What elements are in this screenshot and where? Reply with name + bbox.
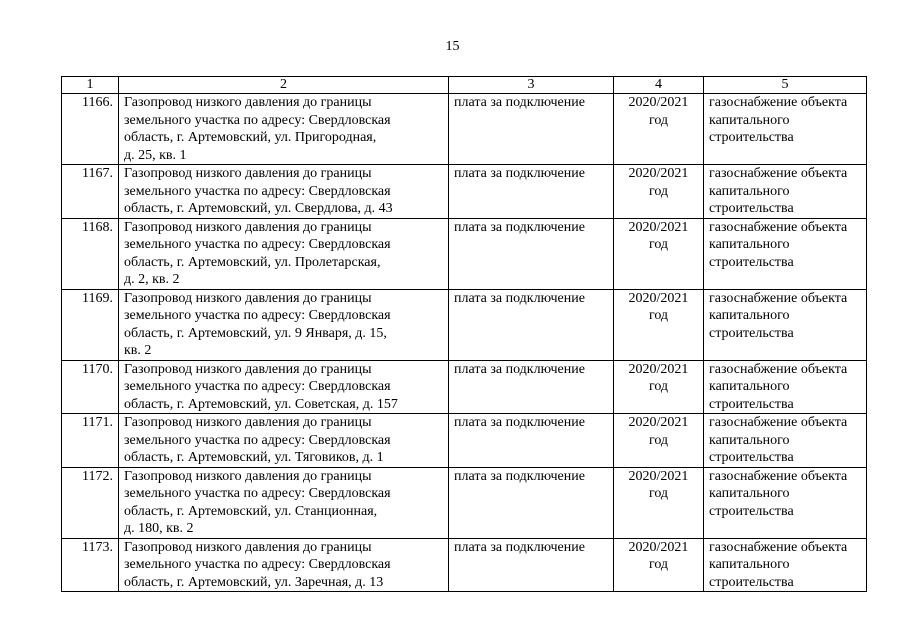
fee-type: плата за подключение <box>449 467 614 538</box>
header-col-1: 1 <box>62 77 119 94</box>
object-description: Газопровод низкого давления до границы земельного участка по адресу: Свердловская область, г. Артемовский, ул. Пролетарская, д. 2, кв. 2 <box>119 218 449 289</box>
objects-table <box>61 76 867 592</box>
fee-type: плата за подключение <box>449 289 614 360</box>
row-number: 1173. <box>62 538 119 592</box>
object-description: Газопровод низкого давления до границы земельного участка по адресу: Свердловская область, г. Артемовский, ул. Тяговиков, д. 1 <box>119 414 449 468</box>
table-row <box>62 467 867 538</box>
fee-type: плата за подключение <box>449 360 614 414</box>
purpose: газоснабжение объекта капитального строительства <box>704 414 867 468</box>
object-description: Газопровод низкого давления до границы земельного участка по адресу: Свердловская область, г. Артемовский, ул. Советская, д. 157 <box>119 360 449 414</box>
period: 2020/2021 год <box>614 218 704 289</box>
table-row <box>62 165 867 219</box>
object-description: Газопровод низкого давления до границы земельного участка по адресу: Свердловская область, г. Артемовский, ул. Станционная, д. 180, кв. 2 <box>119 467 449 538</box>
period: 2020/2021 год <box>614 467 704 538</box>
table-row <box>62 360 867 414</box>
purpose: газоснабжение объекта капитального строительства <box>704 360 867 414</box>
header-col-2: 2 <box>119 77 449 94</box>
period: 2020/2021 год <box>614 414 704 468</box>
table-row <box>62 414 867 468</box>
row-number: 1171. <box>62 414 119 468</box>
purpose: газоснабжение объекта капитального строительства <box>704 467 867 538</box>
fee-type: плата за подключение <box>449 165 614 219</box>
page-number: 15 <box>445 39 460 54</box>
fee-type: плата за подключение <box>449 538 614 592</box>
row-number: 1169. <box>62 289 119 360</box>
fee-type: плата за подключение <box>449 218 614 289</box>
row-number: 1168. <box>62 218 119 289</box>
period: 2020/2021 год <box>614 289 704 360</box>
period: 2020/2021 год <box>614 360 704 414</box>
purpose: газоснабжение объекта капитального строительства <box>704 218 867 289</box>
table-row <box>62 289 867 360</box>
table-header <box>62 77 867 94</box>
table-row <box>62 538 867 592</box>
purpose: газоснабжение объекта капитального строительства <box>704 94 867 165</box>
row-number: 1170. <box>62 360 119 414</box>
period: 2020/2021 год <box>614 165 704 219</box>
period: 2020/2021 год <box>614 94 704 165</box>
header-col-3: 3 <box>449 77 614 94</box>
row-number: 1172. <box>62 467 119 538</box>
row-number: 1166. <box>62 94 119 165</box>
header-row <box>62 77 867 94</box>
purpose: газоснабжение объекта капитального строительства <box>704 165 867 219</box>
fee-type: плата за подключение <box>449 94 614 165</box>
purpose: газоснабжение объекта капитального строительства <box>704 538 867 592</box>
object-description: Газопровод низкого давления до границы земельного участка по адресу: Свердловская область, г. Артемовский, ул. Заречная, д. 13 <box>119 538 449 592</box>
period: 2020/2021 год <box>614 538 704 592</box>
header-col-5: 5 <box>704 77 867 94</box>
object-description: Газопровод низкого давления до границы земельного участка по адресу: Свердловская область, г. Артемовский, ул. Пригородная, д. 25, кв. 1 <box>119 94 449 165</box>
object-description: Газопровод низкого давления до границы земельного участка по адресу: Свердловская область, г. Артемовский, ул. 9 Января, д. 15, кв. 2 <box>119 289 449 360</box>
table-body <box>62 94 867 592</box>
header-col-4: 4 <box>614 77 704 94</box>
row-number: 1167. <box>62 165 119 219</box>
object-description: Газопровод низкого давления до границы земельного участка по адресу: Свердловская область, г. Артемовский, ул. Свердлова, д. 43 <box>119 165 449 219</box>
purpose: газоснабжение объекта капитального строительства <box>704 289 867 360</box>
table-row <box>62 218 867 289</box>
fee-type: плата за подключение <box>449 414 614 468</box>
table-row <box>62 94 867 165</box>
